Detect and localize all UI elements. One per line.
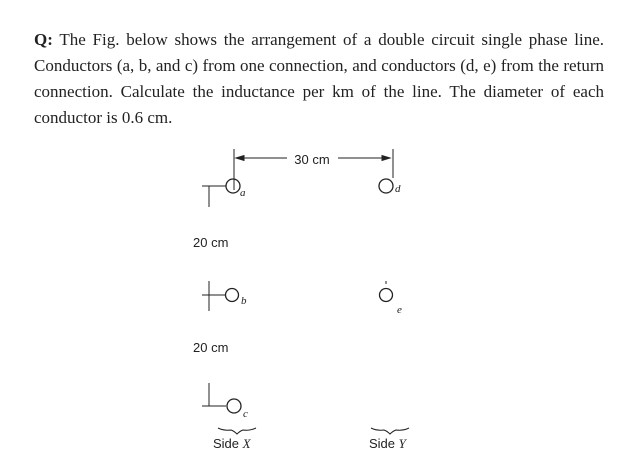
conductor-a-label: a (240, 187, 246, 199)
conductor-e-label: e (397, 304, 402, 316)
side-x-prefix: Side (213, 436, 243, 451)
conductor-d (379, 179, 393, 193)
conductor-b (202, 281, 239, 311)
side-y-label (369, 436, 408, 451)
side-y-brace (371, 428, 409, 434)
question-label: Q: (34, 30, 53, 49)
side-x-label (213, 436, 252, 451)
side-x-brace (218, 428, 256, 434)
conductor-c (202, 383, 241, 413)
conductor-b-label: b (241, 295, 247, 307)
conductor-e (380, 281, 393, 302)
horizontal-spacing-label: 30 cm (294, 152, 330, 167)
conductor-c-label: c (243, 408, 248, 420)
vertical-spacing-top-label: 20 cm (193, 235, 229, 250)
side-y-prefix: Side (369, 436, 399, 451)
vertical-spacing-bottom-label: 20 cm (193, 340, 229, 355)
question-body: The Fig. below shows the arrangement of a double circuit single phase line. Conductors (a, b, and c) from one connection, and conductors (d, e) from the return connection. Calculate the inductance per km of the line. The diameter of each conductor is 0.6 cm. (34, 30, 604, 127)
side-y-letter: Y (398, 436, 406, 451)
conductor-d-label: d (395, 183, 401, 195)
side-x-letter: X (242, 436, 251, 451)
